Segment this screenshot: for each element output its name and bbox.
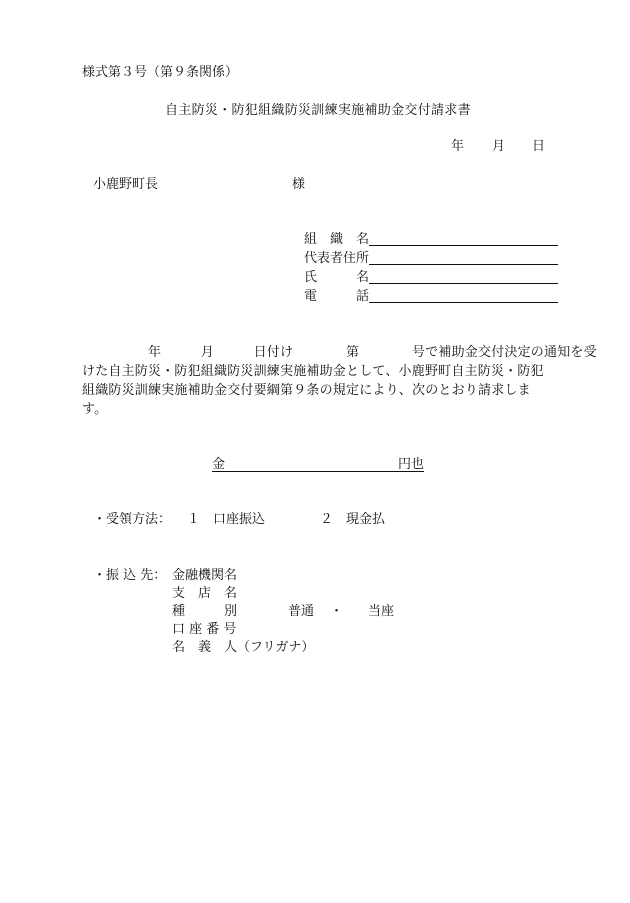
applicant-name-field[interactable]	[369, 283, 558, 284]
applicant-org-field[interactable]	[369, 245, 558, 246]
bank-type-futsu[interactable]: 普通	[288, 604, 315, 619]
applicant-address-label: 代表者住所	[304, 251, 370, 266]
date-year: 年	[451, 139, 465, 154]
amount-prefix: 金	[212, 457, 226, 472]
amount-field[interactable]	[212, 471, 424, 472]
receipt-label: ・受領方法：	[93, 512, 172, 527]
bank-type-toza[interactable]: 当座	[368, 604, 395, 619]
body-line-3: 組織防災訓練実施補助金交付要綱第９条の規定により、次のとおり請求しま	[82, 383, 531, 398]
bank-branch-label: 支 店 名	[172, 586, 238, 601]
addressee-name: 小鹿野町長	[93, 177, 159, 192]
body-line-4: す。	[82, 402, 108, 417]
bank-holder-label: 名 義 人（フリガナ）	[172, 640, 315, 655]
body-line-1: 年 月 日付け 第 号で補助金交付決定の通知を受	[82, 345, 597, 360]
date-day: 日	[532, 139, 546, 154]
applicant-phone-field[interactable]	[369, 302, 558, 303]
applicant-address-field[interactable]	[369, 264, 558, 265]
form-number: 様式第３号（第９条関係）	[82, 65, 239, 80]
addressee-honorific: 様	[292, 177, 306, 192]
applicant-org-label: 組 織 名	[304, 232, 370, 247]
bank-type-separator: ・	[330, 604, 344, 619]
bank-label: ・振 込 先：	[93, 568, 167, 583]
applicant-name-label: 氏 名	[304, 270, 370, 285]
applicant-phone-label: 電 話	[304, 289, 370, 304]
document-title: 自主防災・防犯組織防災訓練実施補助金交付請求書	[165, 103, 471, 118]
bank-account-number-label: 口 座 番 号	[172, 622, 237, 637]
amount-suffix: 円也	[398, 457, 425, 472]
bank-type-label: 種 別	[172, 604, 238, 619]
receipt-option-cash[interactable]: ２ 現金払	[320, 512, 386, 527]
body-line-2: けた自主防災・防犯組織防災訓練実施補助金として、小鹿野町自主防災・防犯	[82, 364, 544, 379]
bank-institution-label: 金融機関名	[172, 568, 238, 583]
receipt-option-transfer[interactable]: １ 口座振込	[187, 512, 266, 527]
date-month: 月	[492, 139, 506, 154]
